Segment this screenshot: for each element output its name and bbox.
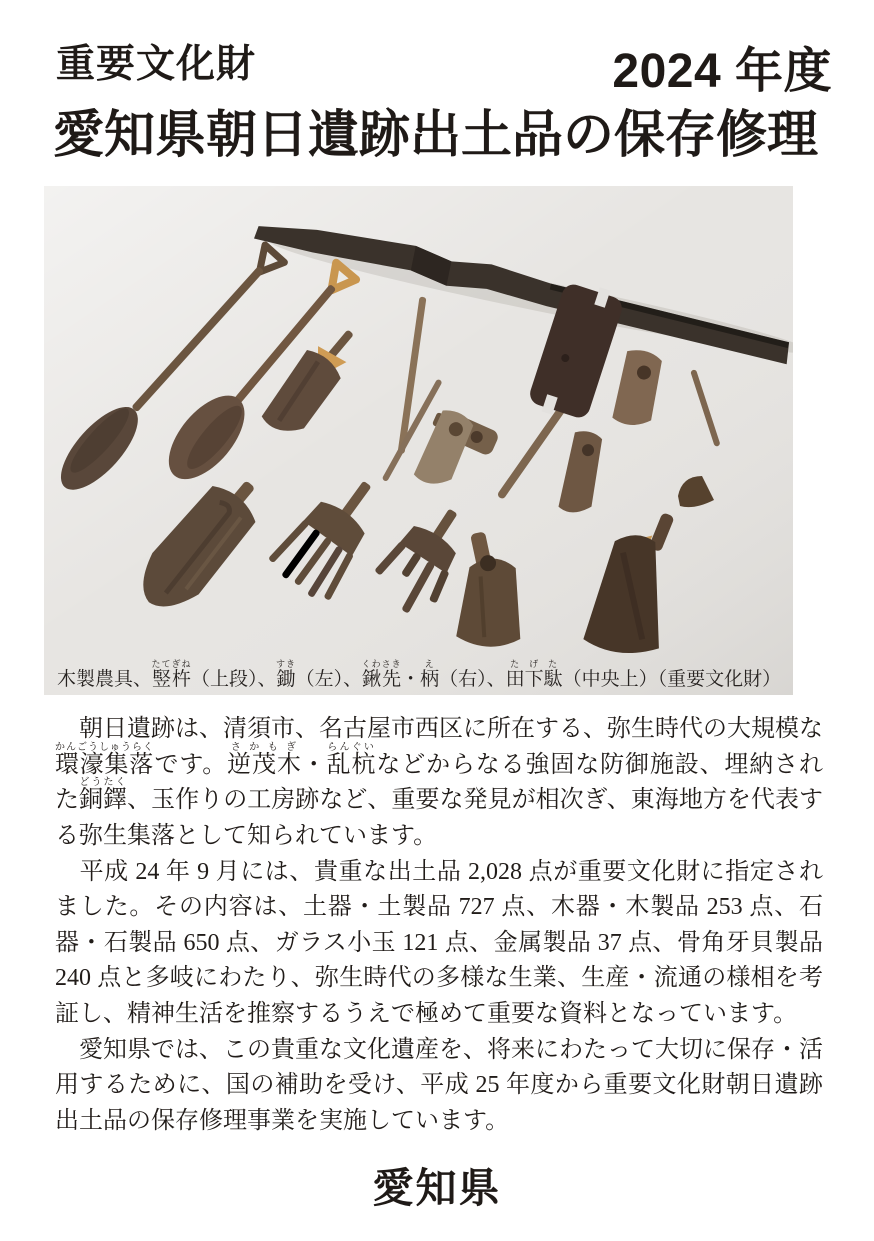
prefecture-name: 愛知県: [372, 1165, 502, 1211]
photo-caption: 木製農具、竪杵たてぎね（上段）、鋤すき（左）、鍬先くわさき・柄え（右）、田下駄たげた（中央上）（重要文化財）: [57, 659, 782, 691]
header-category-label: 重要文化財: [56, 43, 257, 86]
header-fiscal-year: 2024 年度: [612, 45, 832, 98]
body-paragraph: 朝日遺跡は、清須市、名古屋市西区に所在する、弥生時代の大規模な環濠集落かんごうしゅうらくです。逆茂木さかもぎ・乱杭らんぐいなどからなる強固な防御施設、埋納された銅鐸どうたく、玉作りの工房跡など、重要な発見が相次ぎ、東海地方を代表する弥生集落として知られています。: [55, 716, 824, 849]
artifact-photo-illustration: [44, 186, 793, 695]
artifact-photo: [44, 186, 793, 695]
body-text: [55, 712, 823, 1139]
page-title: 愛知県朝日遺跡出土品の保存修理: [53, 106, 819, 163]
body-paragraph: 愛知県では、この貴重な文化遺産を、将来にわたって大切に保存・活用するために、国の補助を受け、平成 25 年度から重要文化財朝日遺跡出土品の保存修理事業を実施しています。: [55, 1036, 823, 1134]
body-paragraph: 平成 24 年 9 月には、貴重な出土品 2,028 点が重要文化財に指定されました。その内容は、土器・土製品 727 点、木器・木製品 253 点、石器・石製品 650 点、ガラス小玉 121 点、金属製品 37 点、骨角牙貝製品 240 点と多岐にわたり、弥生時代の多様な生業、生産・流通の様相を考証し、精神生活を推察するうえで極めて重要な資料となっています。: [55, 858, 823, 1027]
